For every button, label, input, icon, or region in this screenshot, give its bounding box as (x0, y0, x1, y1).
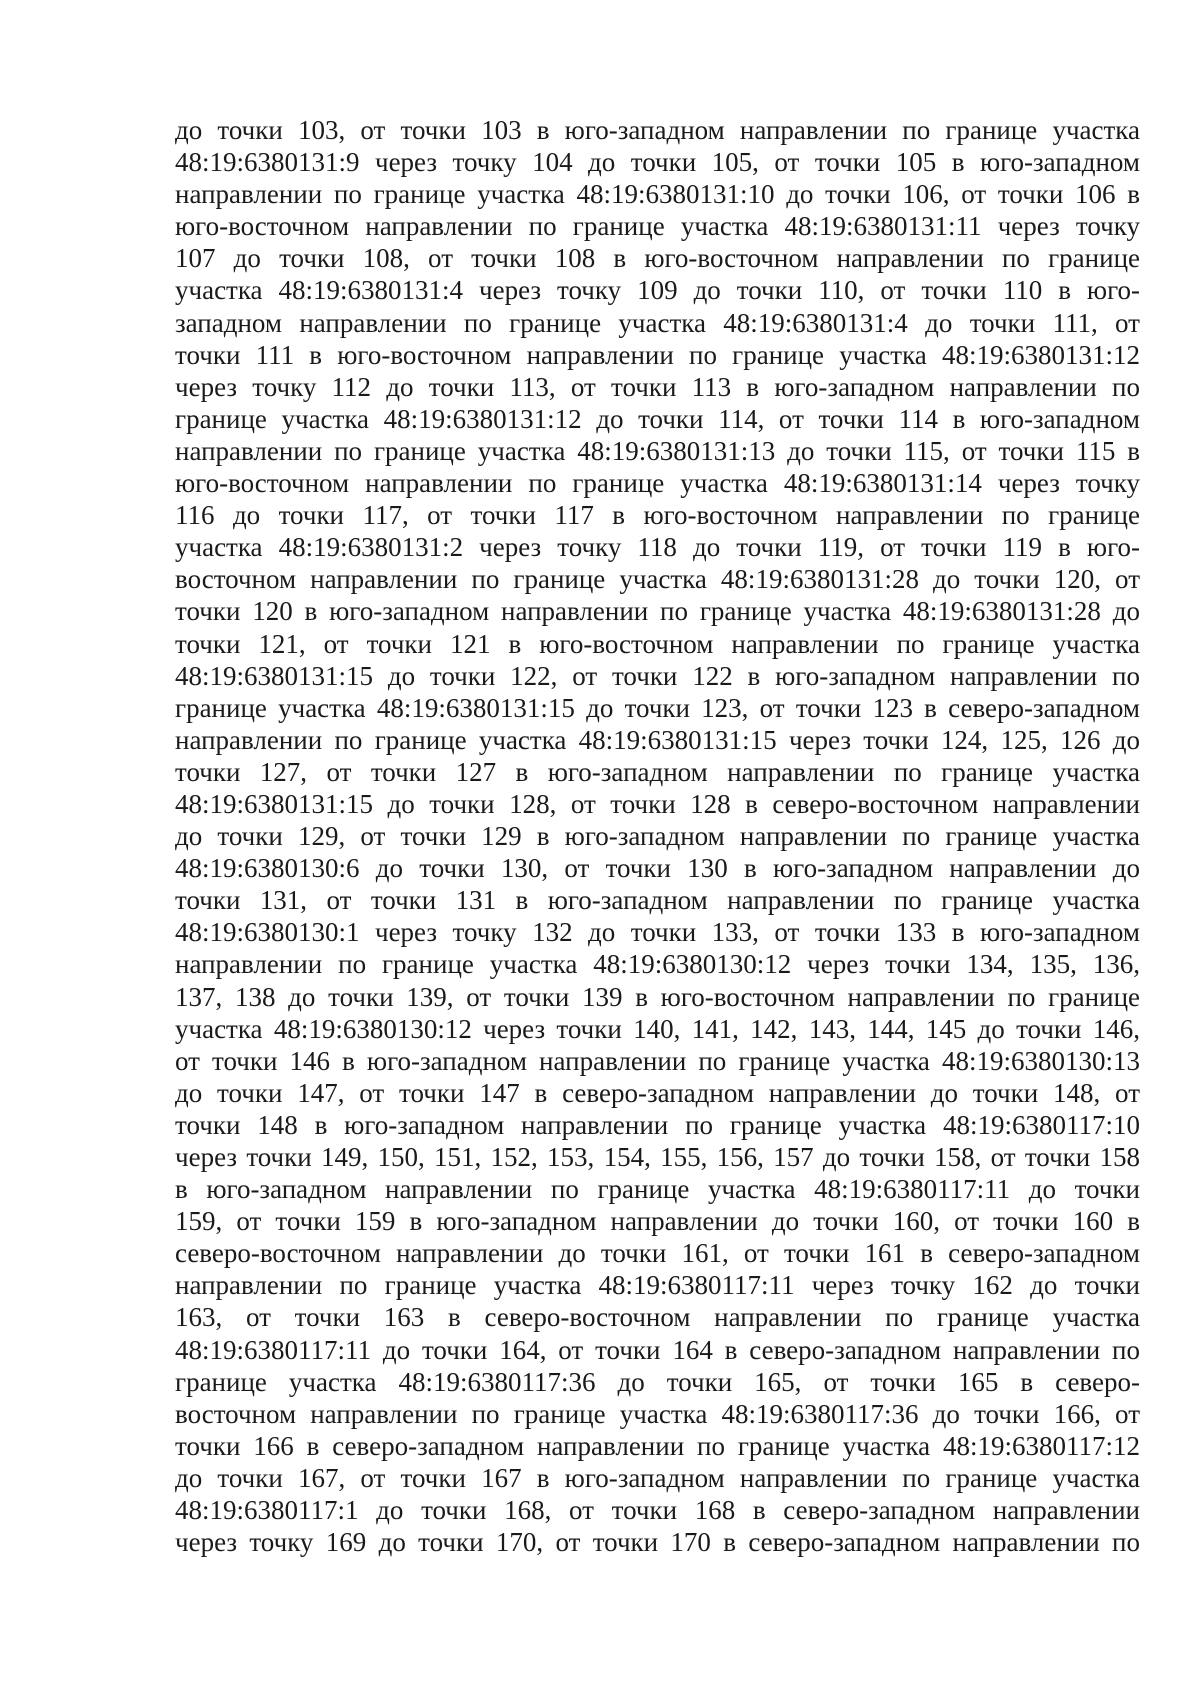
body-text (175, 114, 1140, 1558)
text-line: точки 148 в юго-западном направлении по границе участка 48:19:6380117:10 (175, 1109, 1140, 1140)
text-line: восточном направлении по границе участка 48:19:6380131:28 до точки 120, от (175, 564, 1140, 595)
text-line: 107 до точки 108, от точки 108 в юго-восточном направлении по границе (175, 243, 1140, 274)
text-line: 48:19:6380131:15 до точки 122, от точки 122 в юго-западном направлении по (175, 660, 1140, 691)
text-line: точки 120 в юго-западном направлении по границе участка 48:19:6380131:28 до (175, 596, 1140, 627)
text-line: точки 121, от точки 121 в юго-восточном направлении по границе участка (175, 628, 1140, 659)
text-line: в юго-западном направлении по границе участка 48:19:6380117:11 до точки (175, 1174, 1140, 1205)
text-line: 116 до точки 117, от точки 117 в юго-восточном направлении по границе (175, 500, 1140, 531)
text-line: до точки 103, от точки 103 в юго-западном направлении по границе участка (175, 115, 1140, 145)
text-line: юго-восточном направлении по границе участка 48:19:6380131:14 через точку (175, 468, 1140, 499)
text-line: границе участка 48:19:6380131:12 до точки 114, от точки 114 в юго-западном (175, 403, 1140, 434)
text-line: границе участка 48:19:6380131:15 до точки 123, от точки 123 в северо-западном (175, 692, 1140, 723)
text-line: направлении по границе участка 48:19:6380131:10 до точки 106, от точки 106 в (175, 179, 1140, 210)
text-line: границе участка 48:19:6380117:36 до точки 165, от точки 165 в северо- (175, 1366, 1140, 1397)
text-line: до точки 129, от точки 129 в юго-западном направлении по границе участка (175, 821, 1140, 852)
text-line: направлении по границе участка 48:19:6380131:15 через точки 124, 125, 126 до (175, 724, 1140, 755)
text-line: направлении по границе участка 48:19:6380131:13 до точки 115, от точки 115 в (175, 435, 1140, 466)
text-line: точки 131, от точки 131 в юго-западном направлении по границе участка (175, 885, 1140, 916)
text-line: от точки 146 в юго-западном направлении по границе участка 48:19:6380130:13 (175, 1045, 1140, 1076)
text-line: 48:19:6380131:9 через точку 104 до точки 105, от точки 105 в юго-западном (175, 147, 1140, 178)
text-line: через точку 169 до точки 170, от точки 170 в северо-западном направлении по (175, 1527, 1140, 1558)
text-line: направлении по границе участка 48:19:6380130:12 через точки 134, 135, 136, (175, 949, 1140, 980)
text-line: участка 48:19:6380131:4 через точку 109 до точки 110, от точки 110 в юго- (175, 275, 1140, 306)
text-line: 163, от точки 163 в северо-восточном направлении по границе участка (175, 1302, 1140, 1333)
text-line: западном направлении по границе участка 48:19:6380131:4 до точки 111, от (175, 307, 1140, 338)
text-line: 48:19:6380131:15 до точки 128, от точки 128 в северо-восточном направлении (175, 788, 1140, 819)
text-line: 48:19:6380117:1 до точки 168, от точки 168 в северо-западном направлении (175, 1495, 1140, 1526)
text-line: юго-восточном направлении по границе участка 48:19:6380131:11 через точку (175, 211, 1140, 242)
text-line: точки 111 в юго-восточном направлении по границе участка 48:19:6380131:12 (175, 339, 1140, 370)
text-line: до точки 147, от точки 147 в северо-западном направлении до точки 148, от (175, 1077, 1140, 1108)
text-line: северо-восточном направлении до точки 161, от точки 161 в северо-западном (175, 1238, 1140, 1269)
text-line: через точку 112 до точки 113, от точки 113 в юго-западном направлении по (175, 371, 1140, 402)
text-line: точки 166 в северо-западном направлении по границе участка 48:19:6380117:12 (175, 1430, 1140, 1461)
text-line: 48:19:6380130:6 до точки 130, от точки 130 в юго-западном направлении до (175, 853, 1140, 884)
text-line: участка 48:19:6380131:2 через точку 118 до точки 119, от точки 119 в юго- (175, 532, 1140, 563)
text-line: восточном направлении по границе участка 48:19:6380117:36 до точки 166, от (175, 1398, 1140, 1429)
text-line: 137, 138 до точки 139, от точки 139 в юго-восточном направлении по границе (175, 981, 1140, 1012)
text-line: до точки 167, от точки 167 в юго-западном направлении по границе участка (175, 1462, 1140, 1493)
text-line: через точки 149, 150, 151, 152, 153, 154, 155, 156, 157 до точки 158, от точки 158 (175, 1142, 1140, 1172)
text-line: 159, от точки 159 в юго-западном направлении до точки 160, от точки 160 в (175, 1206, 1140, 1237)
text-line: 48:19:6380117:11 до точки 164, от точки 164 в северо-западном направлении по (175, 1334, 1140, 1365)
text-line: участка 48:19:6380130:12 через точки 140, 141, 142, 143, 144, 145 до точки 146, (175, 1013, 1140, 1044)
text-line: 48:19:6380130:1 через точку 132 до точки 133, от точки 133 в юго-западном (175, 917, 1140, 948)
text-line: точки 127, от точки 127 в юго-западном направлении по границе участка (175, 756, 1140, 787)
text-line: направлении по границе участка 48:19:6380117:11 через точку 162 до точки (175, 1270, 1140, 1301)
